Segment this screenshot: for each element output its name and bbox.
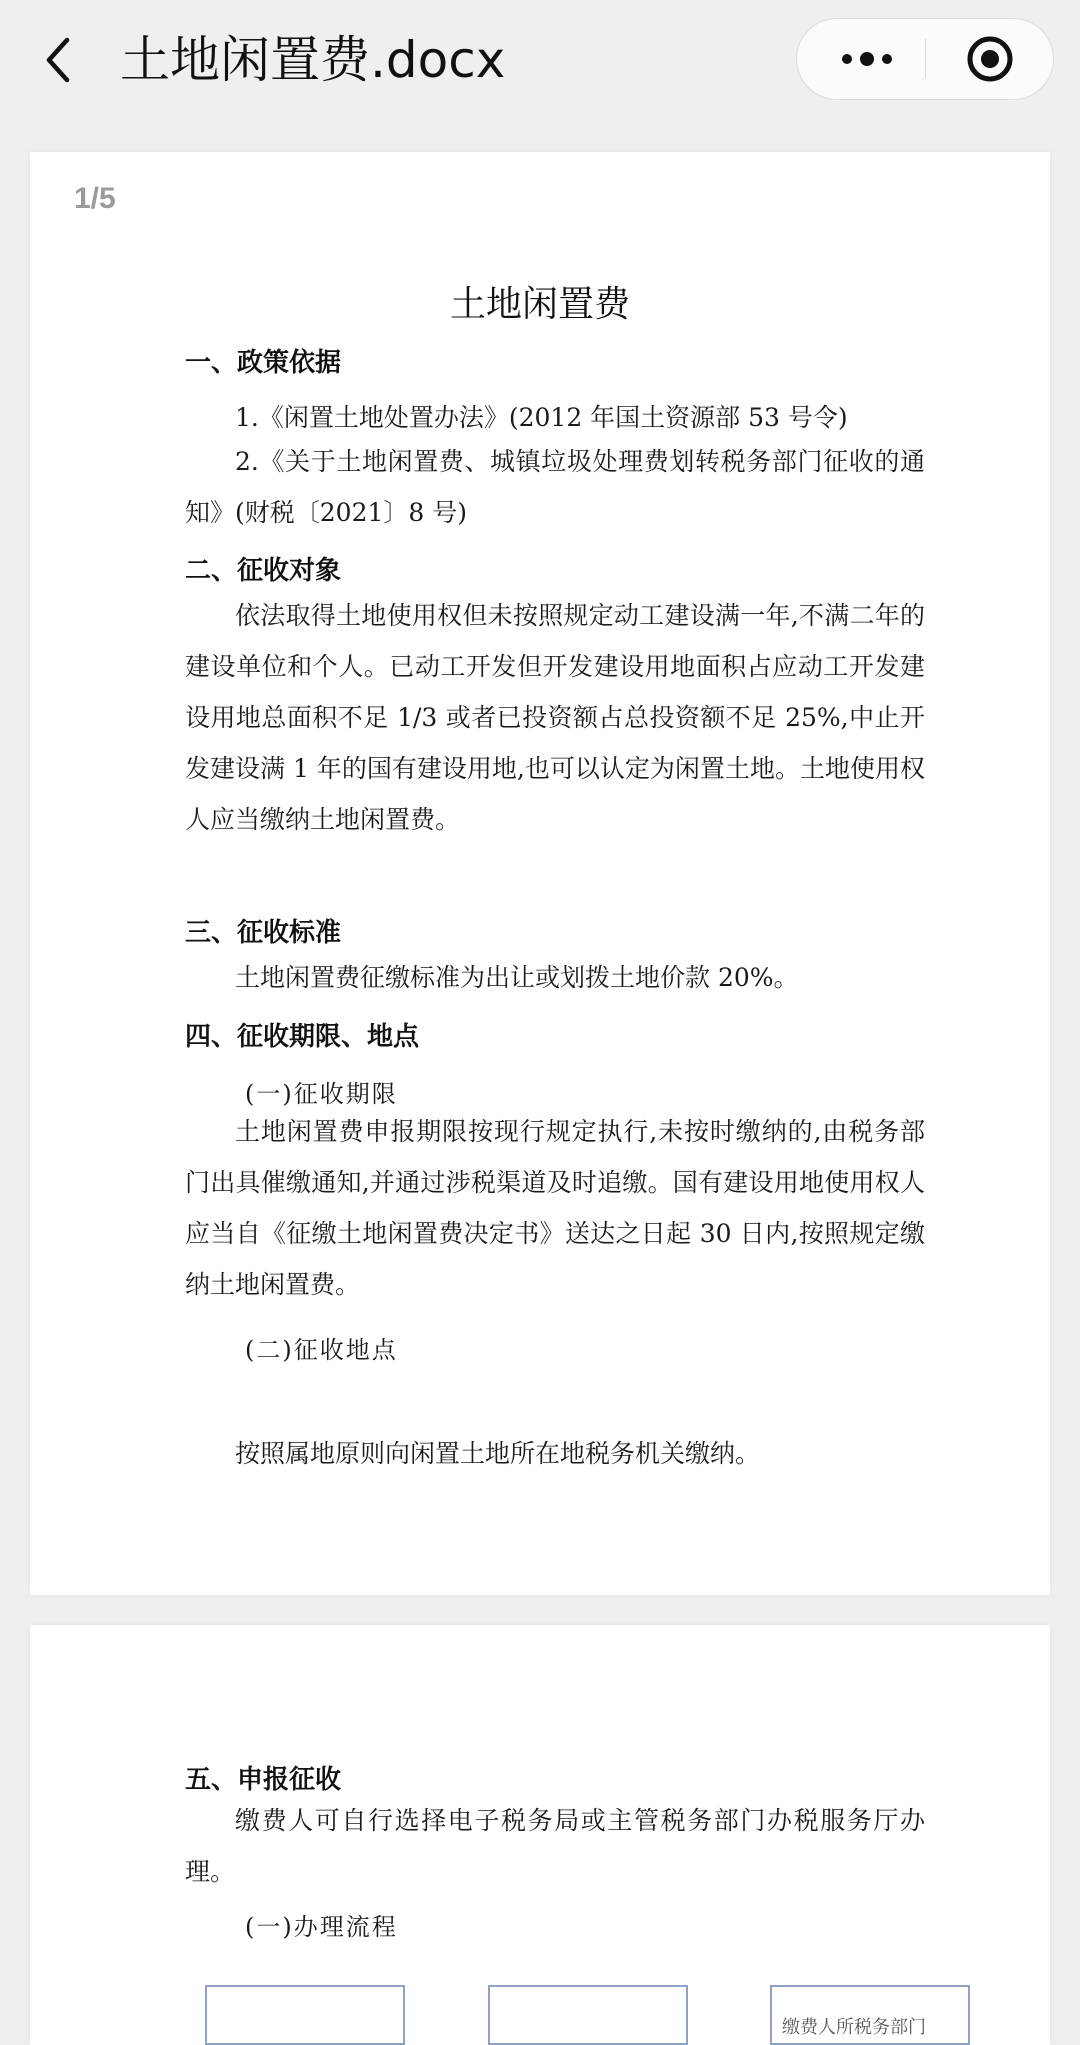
section-heading-targets: 二、征收对象 [185,556,342,586]
doc-heading: 土地闲置费 [449,284,630,325]
capsule-divider [925,39,926,79]
more-dots-icon [839,52,895,66]
standard-paragraph: 土地闲置费征缴标准为出让或划拨土地价款 20%。 [235,963,799,992]
close-button[interactable] [935,19,1045,99]
back-button[interactable] [38,30,78,90]
target-circle-icon [965,34,1015,84]
document-page-1[interactable] [30,152,1050,1595]
subheading-period: (一)征收期限 [245,1080,398,1108]
place-paragraph: 按照属地原则向闲置土地所在地税务机关缴纳。 [235,1439,761,1468]
section-heading-policy: 一、政策依据 [185,348,342,378]
page-indicator: 1/5 [74,182,116,215]
document-title: 土地闲置费.docx [120,31,506,89]
mini-program-capsule [796,18,1054,100]
period-paragraph: 土地闲置费申报期限按现行规定执行,未按时缴纳的,由税务部门出具催缴通知,并通过涉税渠道及时追缴。国有建设用地使用权人应当自《征缴土地闲置费决定书》送达之日起 30 日内,按照规定缴纳土地闲置费。 [185,1117,925,1299]
flow-box-2 [488,1985,688,2045]
top-bar [0,0,1080,120]
policy-item-2: 2.《关于土地闲置费、城镇垃圾处理费划转税务部门征收的通知》(财税〔2021〕8 号) [185,447,925,527]
more-button[interactable] [817,19,917,99]
chevron-left-icon [43,36,73,84]
targets-paragraph: 依法取得土地使用权但未按照规定动工建设满一年,不满二年的建设单位和个人。已动工开发但开发建设用地面积占应动工开发建设用地总面积不足 1/3 或者已投资额占总投资额不足 25%,中止开发建设满 1 年的国有建设用地,也可以认定为闲置土地。土地使用权人应当缴纳土地闲置费。 [185,601,925,834]
flow-box-3-text: 缴费人所税务部门 [782,2017,926,2038]
flow-box-1 [205,1985,405,2045]
subheading-place: (二)征收地点 [245,1336,398,1364]
declaration-paragraph: 缴费人可自行选择电子税务局或主管税务部门办税服务厅办理。 [185,1806,925,1886]
document-page-2[interactable] [30,1625,1050,2045]
flow-box-3 [770,1985,970,2045]
policy-item-1: 1.《闲置土地处置办法》(2012 年国土资源部 53 号令) [235,403,848,432]
section-heading-standard: 三、征收标准 [185,918,342,948]
subheading-process: (一)办理流程 [245,1913,398,1941]
section-heading-declaration: 五、申报征收 [185,1765,342,1795]
section-heading-period-place: 四、征收期限、地点 [185,1022,420,1052]
